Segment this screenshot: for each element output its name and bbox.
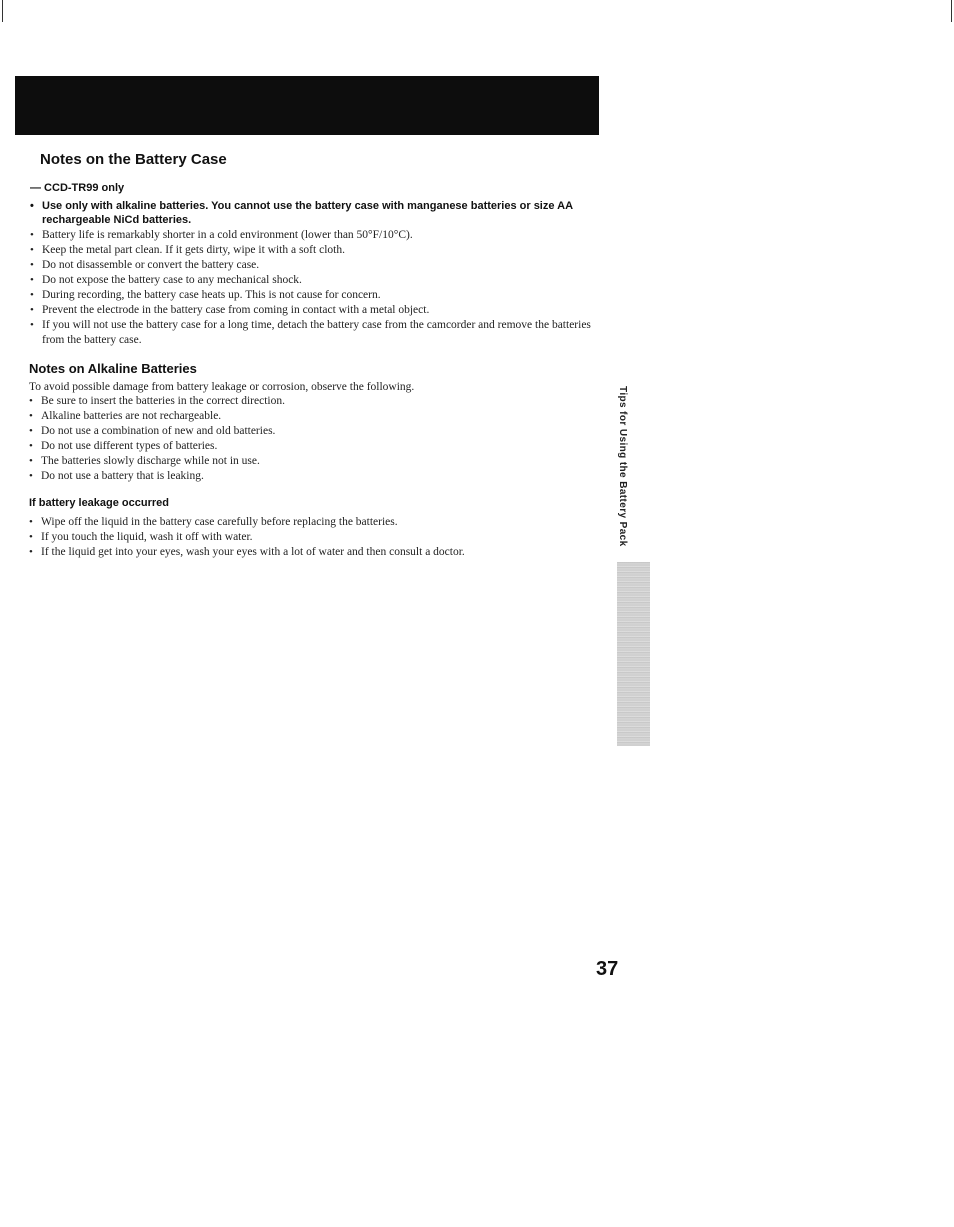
list-item: • If you will not use the battery case for a long time, detach the battery case from the camcorder and remove the batteries from the battery case. xyxy=(30,318,605,348)
list-item: • If the liquid get into your eyes, wash your eyes with a lot of water and then consult a doctor. xyxy=(29,545,604,560)
section-title-leakage: If battery leakage occurred xyxy=(29,497,170,509)
list-item: • Battery life is remarkably shorter in a cold environment (lower than 50°F/10°C). xyxy=(30,228,605,243)
list-item: • Alkaline batteries are not rechargeable. xyxy=(29,409,604,424)
battery-case-list xyxy=(30,199,605,348)
list-item: • Do not use a battery that is leaking. xyxy=(29,469,604,484)
list-item: • Use only with alkaline batteries. You cannot use the battery case with manganese batteries or size AA rechargeable NiCd batteries. xyxy=(30,199,605,227)
list-item: • Wipe off the liquid in the battery case carefully before replacing the batteries. xyxy=(29,515,604,530)
list-item: • Do not disassemble or convert the battery case. xyxy=(30,258,605,273)
alkaline-intro: To avoid possible damage from battery leakage or corrosion, observe the following. xyxy=(29,381,415,393)
list-item: • Be sure to insert the batteries in the correct direction. xyxy=(29,394,604,409)
alkaline-list xyxy=(29,394,604,484)
left-edge-mark xyxy=(2,0,3,22)
page-number: 37 xyxy=(596,958,619,980)
header-bar xyxy=(15,76,599,135)
section-title-alkaline: Notes on Alkaline Batteries xyxy=(29,361,197,376)
section-title-battery-case: Notes on the Battery Case xyxy=(40,151,227,168)
list-item: • Prevent the electrode in the battery case from coming in contact with a metal object. xyxy=(30,303,605,318)
list-item: • Do not use a combination of new and old batteries. xyxy=(29,424,604,439)
list-item: • Keep the metal part clean. If it gets dirty, wipe it with a soft cloth. xyxy=(30,243,605,258)
right-edge-mark xyxy=(951,0,952,22)
side-thumb-tab xyxy=(617,562,650,746)
list-item: • Do not use different types of batteries. xyxy=(29,439,604,454)
side-tab-label: Tips for Using the Battery Pack xyxy=(617,386,628,547)
list-item: • If you touch the liquid, wash it off with water. xyxy=(29,530,604,545)
model-note: — CCD-TR99 only xyxy=(30,182,125,194)
list-item: • The batteries slowly discharge while not in use. xyxy=(29,454,604,469)
list-item: • During recording, the battery case heats up. This is not cause for concern. xyxy=(30,288,605,303)
list-item: • Do not expose the battery case to any mechanical shock. xyxy=(30,273,605,288)
leakage-list xyxy=(29,515,604,560)
